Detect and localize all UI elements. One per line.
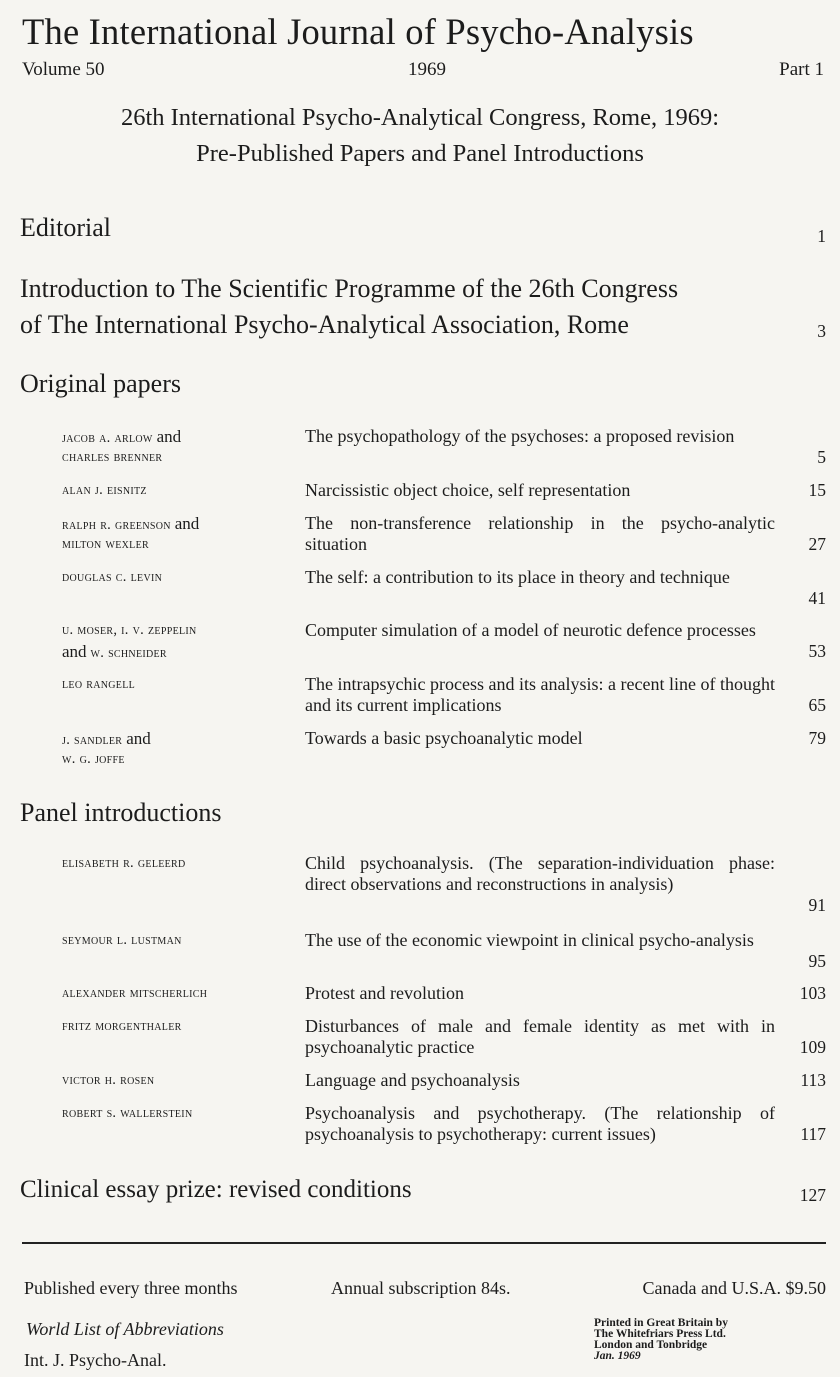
entry-page: 27 [808,534,826,554]
entry-title: The intrapsychic process and its analysis: a recent line of thought and its current implications [305,674,775,715]
entry-page: 65 [808,695,826,715]
congress-line-1: 26th International Psycho-Analytical Congress, Rome, 1969: [120,104,720,131]
publication-frequency: Published every three months [24,1278,238,1298]
canada-usa-price: Canada and U.S.A. $9.50 [642,1278,826,1298]
introduction-line-2: of The International Psycho-Analytical Association, Rome [20,310,629,339]
entry-author: and w. schneider [62,642,167,661]
printer-line: The Whitefriars Press Ltd. [594,1328,726,1340]
journal-title: The International Journal of Psycho-Analysis [22,11,694,52]
entry-title: Disturbances of male and female identity as met with in psychoanalytic practice [305,1016,775,1057]
entry-author: ralph r. greenson and [62,514,200,533]
entry-author: alexander mitscherlich [62,985,208,1001]
entry-page: 41 [808,588,826,608]
printer-line: Printed in Great Britain by [594,1317,728,1329]
entry-page: 79 [808,728,826,748]
entry-title: Psychoanalysis and psychotherapy. (The relationship of psychoanalysis to psychotherapy: current issues) [305,1103,775,1144]
entry-author: fritz morgenthaler [62,1018,182,1034]
journal-abbreviation: Int. J. Psycho-Anal. [24,1350,167,1370]
printer-date: Jan. 1969 [594,1350,641,1362]
entry-author: douglas c. levin [62,569,163,585]
volume-label: Volume 50 [22,59,105,80]
entry-page: 95 [808,951,826,971]
entry-title: Protest and revolution [305,983,464,1003]
annual-subscription: Annual subscription 84s. [331,1278,511,1298]
entry-title: Computer simulation of a model of neurotic defence processes [305,620,756,640]
entry-title: Narcissistic object choice, self representation [305,480,631,500]
entry-page: 117 [800,1124,826,1144]
clinical-essay-heading: Clinical essay prize: revised conditions [20,1176,412,1203]
entry-title: The psychopathology of the psychoses: a proposed revision [305,426,735,446]
entry-author: leo rangell [62,676,136,692]
original-papers-heading: Original papers [20,369,182,398]
entry-page: 53 [808,641,826,661]
year-label: 1969 [408,59,446,80]
entry-page: 103 [799,983,826,1003]
part-label: Part 1 [779,59,824,80]
entry-author: victor h. rosen [62,1072,155,1088]
clinical-essay-page: 127 [799,1185,826,1205]
printer-line: London and Tonbridge [594,1339,708,1351]
entry-title: The use of the economic viewpoint in clinical psycho-analysis [305,930,754,950]
world-list-abbreviations: World List of Abbreviations [26,1319,224,1339]
entry-author: milton wexler [62,536,149,552]
introduction-line-1: Introduction to The Scientific Programme of the 26th Congress [20,274,679,303]
entry-author: elisabeth r. geleerd [62,855,186,871]
introduction-page: 3 [817,321,826,341]
entry-author: jacob a. arlow and [62,427,182,446]
entry-page: 15 [808,480,826,500]
panel-introductions-heading: Panel introductions [20,798,222,827]
congress-line-2: Pre-Published Papers and Panel Introductions [196,140,644,167]
footer-divider [22,1242,826,1244]
editorial-page: 1 [817,226,826,246]
entry-author: charles brenner [62,449,163,465]
editorial-heading: Editorial [20,213,111,242]
congress-heading [0,100,840,172]
entry-page: 113 [800,1070,826,1090]
entry-author: u. moser, i. v. zeppelin [62,622,197,638]
entry-author: seymour l. lustman [62,932,182,948]
entry-title: Child psychoanalysis. (The separation-individuation phase: direct observations and reconstructions in analysis) [305,853,775,894]
entry-author: j. sandler and [62,729,151,748]
entry-author: alan j. eisnitz [62,482,147,498]
entry-page: 5 [817,447,826,467]
entry-title: The non-transference relationship in the psycho-analytic situation [305,513,775,554]
printer-imprint [594,1318,804,1362]
entry-author: robert s. wallerstein [62,1105,193,1121]
entry-title: The self: a contribution to its place in theory and technique [305,567,730,587]
entry-page: 91 [808,895,826,915]
entry-title: Language and psychoanalysis [305,1070,520,1090]
entry-page: 109 [799,1037,826,1057]
entry-author: w. g. joffe [62,751,125,767]
entry-title: Towards a basic psychoanalytic model [305,728,583,748]
